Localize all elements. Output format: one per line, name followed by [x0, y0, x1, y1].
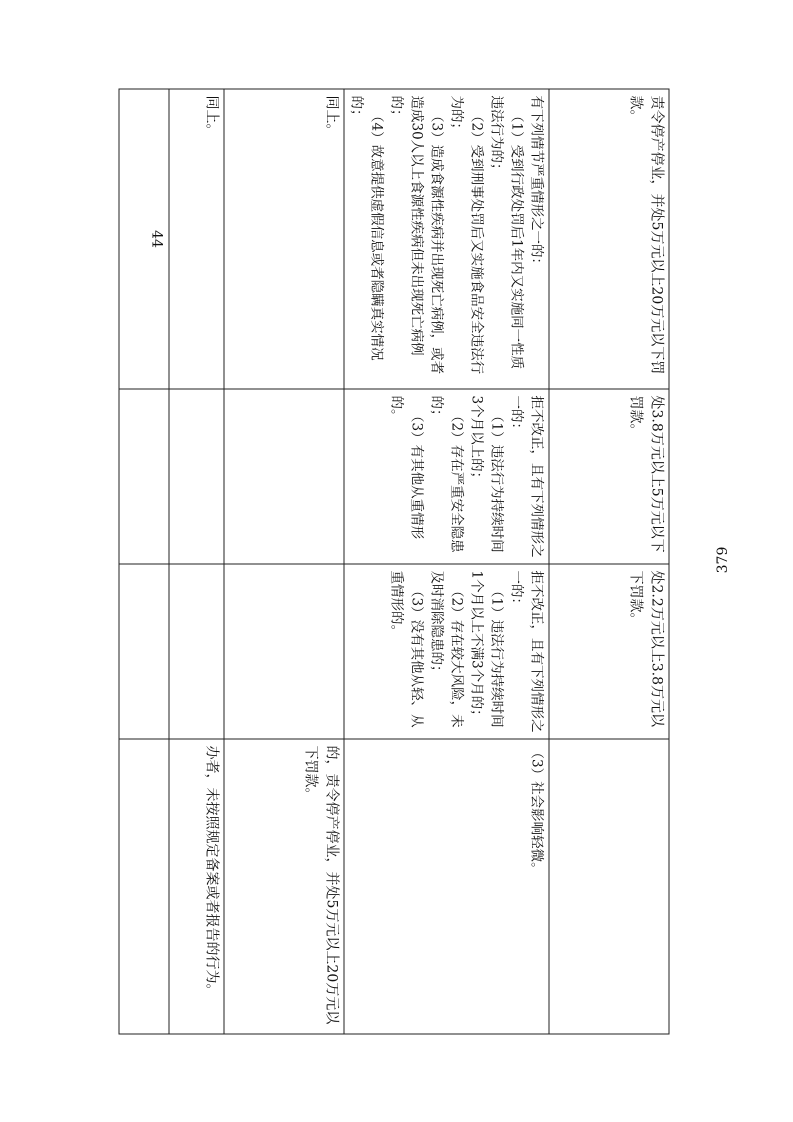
- row-number-cell: [119, 564, 169, 739]
- basis-cell: 同上。: [224, 89, 344, 389]
- circumstance-line: （1）违法行为持续时间3个月以上的；: [468, 395, 504, 553]
- circumstance-line: （3）社会影响轻微。: [528, 745, 544, 876]
- circumstance-line: （3）造成食源性疾病并出现死亡病例，或者造成30人以上食源性疾病但未出现死亡病例的；: [388, 95, 444, 375]
- basis-cell: 的，责令停产停业，并处5万元以上20万元以下罚款。: [224, 739, 344, 1034]
- circumstance-line: 拒不改正，且有下列情形之一的：: [508, 570, 544, 733]
- circumstance-line: （2）存在严重安全隐患的；: [428, 395, 464, 553]
- behavior-cell: 办者，未按照规定备案或者报告的行为。: [169, 739, 224, 1034]
- circumstance-line: （3）有其他从重情形的。: [388, 395, 424, 540]
- circumstance-line: （1）受到行政处罚后1年内又实施同一性质违法行为的；: [488, 95, 524, 370]
- row-number-cell: [119, 389, 169, 564]
- circumstance-cell: [344, 739, 549, 1034]
- behavior-cell: [169, 564, 224, 739]
- circumstance-line: 拒不改正，且有下列情形之一的：: [508, 395, 544, 558]
- circumstance-cell: [344, 564, 549, 739]
- standard-cell: 处2.2万元以上3.8万元以下罚款。: [549, 564, 669, 739]
- circumstance-line: 有下列情节严重情形之一的：: [528, 95, 544, 271]
- row-number-cell: 44: [119, 89, 169, 389]
- circumstance-line: （4）故意提供虚假信息或者隐瞒真实情况的；: [348, 95, 384, 361]
- behavior-cell: [169, 389, 224, 564]
- page-number: 379: [715, 546, 731, 574]
- basis-cell: [224, 389, 344, 564]
- circumstance-line: （3）没有其他从轻、从重情形的。: [388, 570, 424, 728]
- table-row: [169, 89, 224, 1034]
- circumstance-line: （2）受到刑事处罚后又实施食品安全违法行为的；: [448, 95, 484, 375]
- circumstance-line: （2）存在较大风险，未及时消除隐患的；: [428, 570, 464, 728]
- penalty-table: [118, 89, 669, 1035]
- table-row: [224, 89, 344, 1034]
- table-row: [549, 89, 669, 1034]
- behavior-cell: 同上。: [169, 89, 224, 389]
- basis-cell: [224, 564, 344, 739]
- rotated-table-container: [124, 89, 669, 1034]
- circumstance-line: （1）违法行为持续时间1个月以上不满3个月的；: [468, 570, 504, 728]
- circumstance-cell: [344, 389, 549, 564]
- table-row: [119, 89, 169, 1034]
- standard-cell: 处3.8万元以上5万元以下罚款。: [549, 389, 669, 564]
- table-row: [344, 89, 549, 1034]
- circumstance-cell: [344, 89, 549, 389]
- row-number-cell: [119, 739, 169, 1034]
- standard-cell: [549, 739, 669, 1034]
- standard-cell: 责令停产停业，并处5万元以上20万元以下罚款。: [549, 89, 669, 389]
